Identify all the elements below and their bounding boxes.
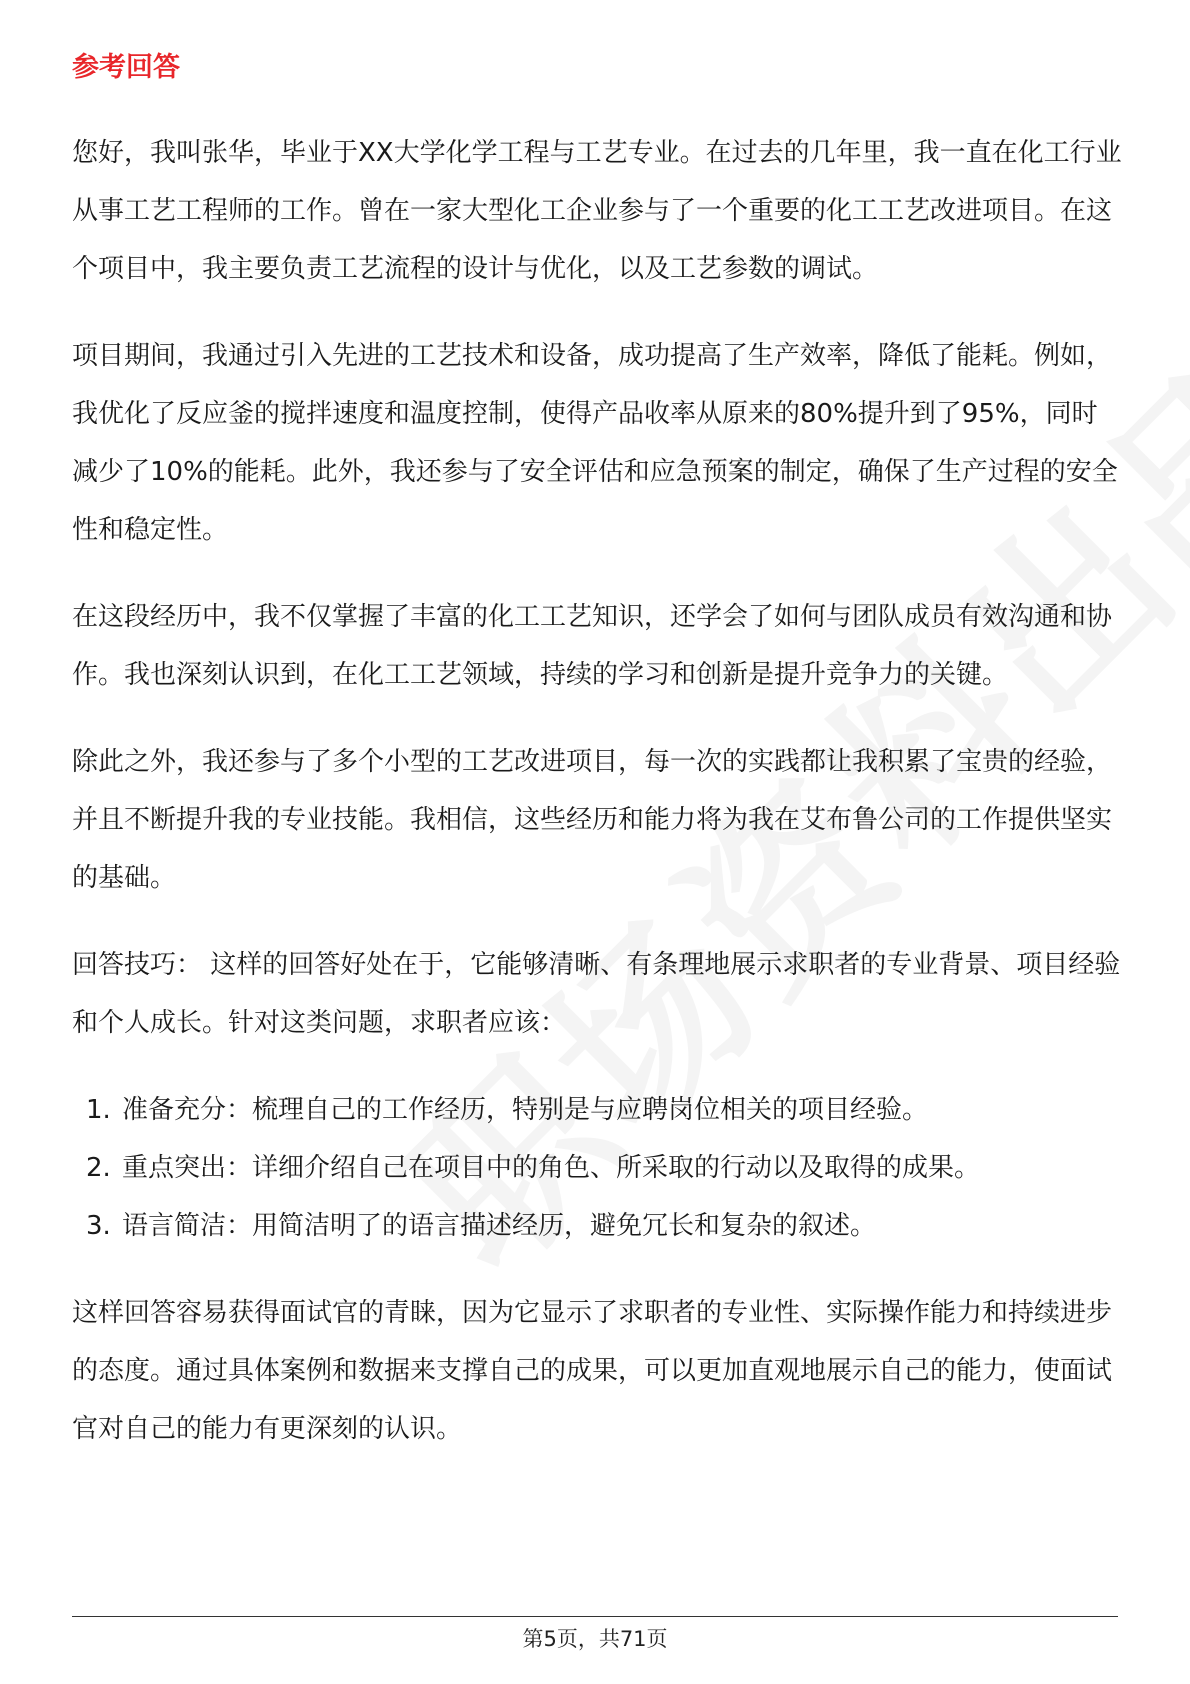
section-heading: 参考回答 [72,52,180,83]
paragraph-intro: 您好，我叫张华，毕业于XX大学化学工程与工艺专业。在过去的几年里，我一直在化工行业从事工艺工程师的工作。曾在一家大型化工企业参与了一个重要的化工工艺改进项目。在这个项目中，我主要负责工艺流程的设计与优化，以及工艺参数的调试。 [72,138,1122,284]
paragraph-project: 项目期间，我通过引入先进的工艺技术和设备，成功提高了生产效率，降低了能耗。例如，我优化了反应釜的搅拌速度和温度控制，使得产品收率从原来的80%提升到了95%，同时减少了10%的能耗。此外，我还参与了安全评估和应急预案的制定，确保了生产过程的安全性和稳定性。 [72,341,1118,545]
paragraph-closing: 这样回答容易获得面试官的青睐，因为它显示了求职者的专业性、实际操作能力和持续进步的态度。通过具体案例和数据来支撑自己的成果，可以更加直观地展示自己的能力，使面试官对自己的能力有更深刻的认识。 [72,1298,1113,1444]
list-item [72,1081,1122,1139]
paragraph-tips-intro: 回答技巧： 这样的回答好处在于，它能够清晰、有条理地展示求职者的专业背景、项目经验和个人成长。针对这类问题，求职者应该： [72,950,1121,1038]
footer-divider [72,1616,1118,1617]
list-item-text: 语言简洁：用简洁明了的语言描述经历，避免冗长和复杂的叙述。 [122,1211,877,1241]
paragraph-additional: 除此之外，我还参与了多个小型的工艺改进项目，每一次的实践都让我积累了宝贵的经验，并且不断提升我的专业技能。我相信，这些经历和能力将为我在艾布鲁公司的工作提供坚实的基础。 [72,747,1113,893]
list-item-text: 重点突出：详细介绍自己在项目中的角色、所采取的行动以及取得的成果。 [122,1153,981,1183]
list-item [72,1197,1122,1255]
list-item-text: 准备充分：梳理自己的工作经历，特别是与应聘岗位相关的项目经验。 [122,1095,929,1125]
list-item-number: 1. [86,1095,111,1125]
page-number: 第5页，共71页 [522,1627,668,1651]
paragraph-experience: 在这段经历中，我不仅掌握了丰富的化工工艺知识，还学会了如何与团队成员有效沟通和协作。我也深刻认识到，在化工工艺领域，持续的学习和创新是提升竞争力的关键。 [72,602,1113,690]
list-item-number: 2. [86,1153,111,1183]
page-content [72,48,1122,1487]
tips-list [72,1081,1122,1255]
list-item [72,1139,1122,1197]
list-item-number: 3. [86,1211,111,1241]
